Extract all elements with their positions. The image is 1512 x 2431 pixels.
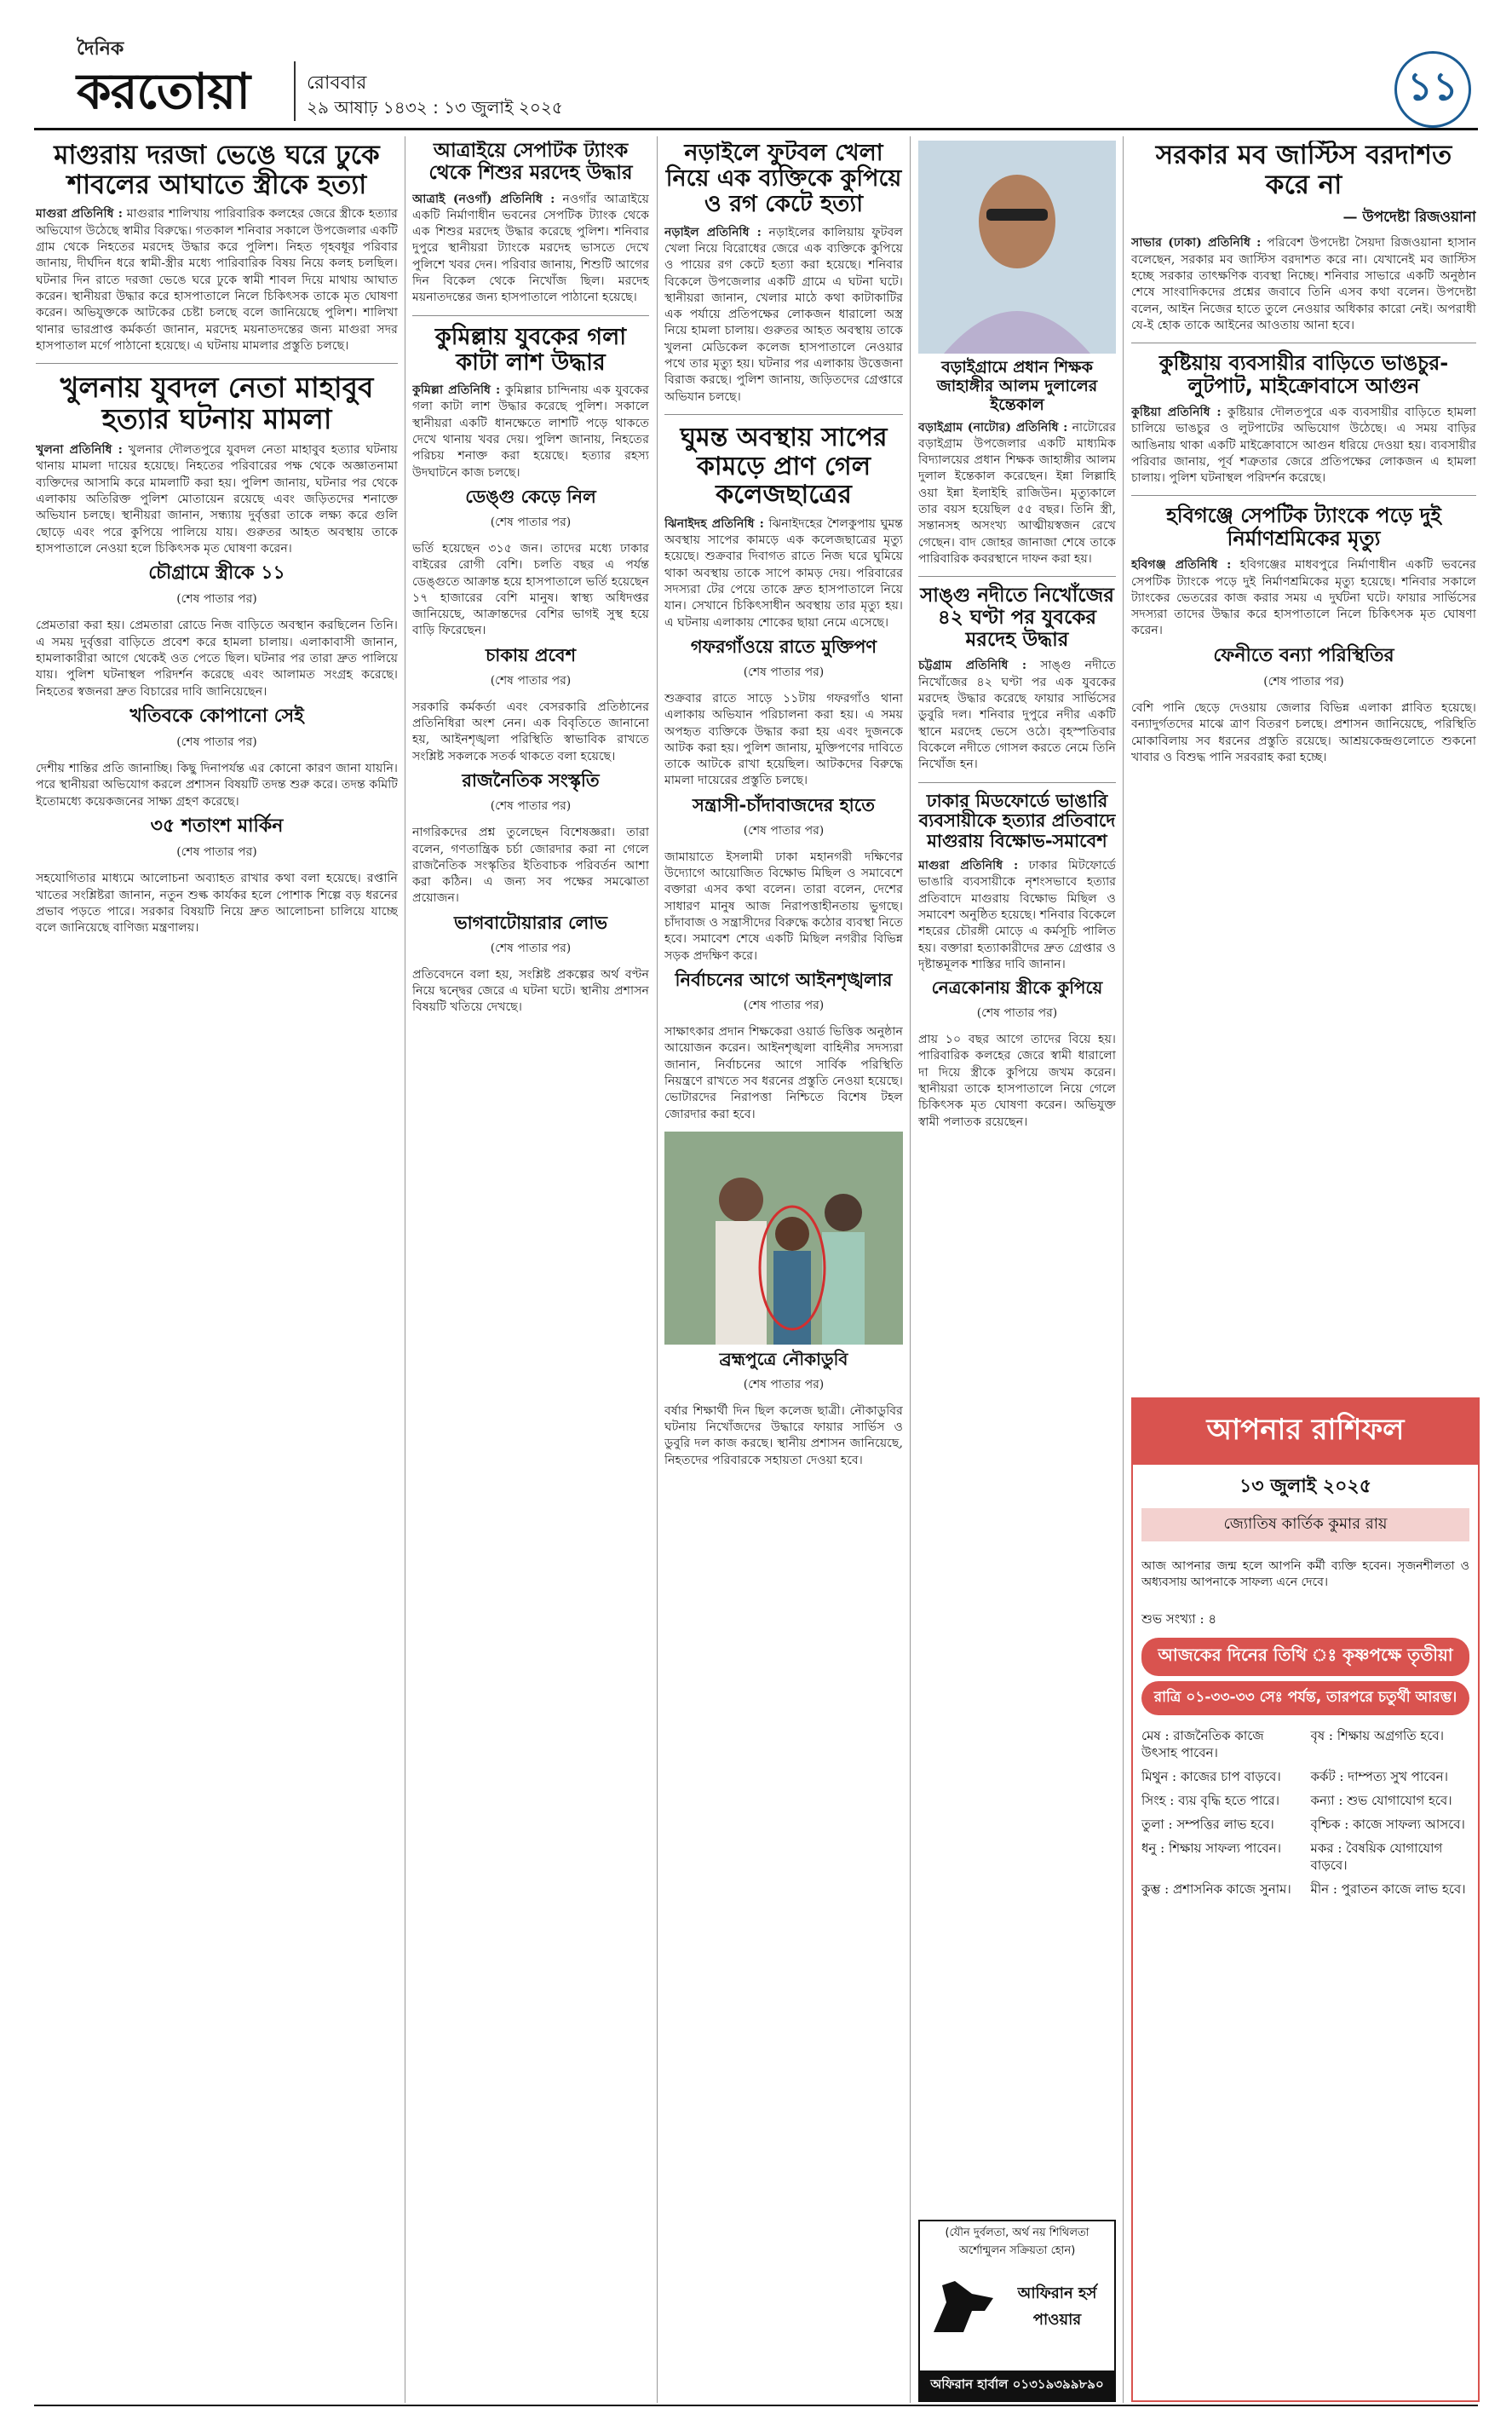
- article-headline: নড়াইলে ফুটবল খেলা নিয়ে এক ব্যক্তিকে কুপিয়ে ও রগ কেটে হত্যা: [665, 141, 902, 218]
- column-divider: [657, 136, 658, 2403]
- continuation-heading: গফরগাঁওয়ে রাতে মুক্তিপণ: [690, 636, 877, 657]
- article-byline: ঝিনাইদহ প্রতিনিধি :: [664, 516, 764, 531]
- article-tagline: — উপদেষ্টা রিজওয়ানা: [1342, 209, 1476, 227]
- article-text: কুষ্টিয়ার দৌলতপুরে এক ব্যবসায়ীর বাড়িতে হামলা চালিয়ে ভাঙচুর ও লুটপাটের অভিযোগ উঠেছে। এ সময় বাড়ির আঙিনায় থাকা একটি মাইক্রোবাসে আগুন ধরিয়ে দেওয়া হয়। ব্যবসায়ীর পরিবার জানায়, পূর্ব শত্রুতার জেরে প্রতিপক্ষের লোকজন এ হামলা চালায়। পুলিশ ঘটনাস্থল পরিদর্শন করেছে।: [1131, 405, 1476, 486]
- continuation-heading: নেত্রকোনায় স্ত্রীকে কুপিয়ে: [931, 977, 1103, 999]
- zodiac-libra: তুলা : সম্পত্তির লাভ হবে।: [1141, 1817, 1274, 1832]
- continuation-label: (শেষ পাতার পর): [743, 665, 825, 679]
- continuation-text: বেশি পানি ছেড়ে দেওয়ায় জেলার বিভিন্ন এলাকা প্লাবিত হয়েছে। বন্যাদুর্গতদের মাঝে ত্রাণ বিতরণ চলছে। প্রশাসন জানিয়েছে, পরিস্থিতি মোকাবিলায় সব ধরনের প্রস্তুতি রয়েছে। আশ্রয়কেন্দ্রগুলোতে শুকনো খাবার ও বিশুদ্ধ পানি সরবরাহ করা হচ্ছে।: [1131, 700, 1476, 764]
- article-body: [664, 516, 903, 631]
- continuation-text: প্রেমতারা করা হয়। প্রেমতারা রোডে নিজ বাড়িতে অবস্থান করছিলেন তিনি। এ সময় দুর্বৃত্তরা বাড়িতে প্রবেশ করে হামলা চালায়। এলাকাবাসী জানান, হামলাকারীরা আগে থেকেই ওত পেতে ছিল। ঘটনার পর তারা দ্রুত পালিয়ে যায়। পুলিশ ঘটনাস্থল পরিদর্শন করেছে এবং আলামত সংগ্রহ করেছে। নিহতের স্বজনরা দ্রুত বিচারের দাবি জানিয়েছেন।: [36, 619, 398, 699]
- continuation-text: শুক্রবার রাতে সাড়ে ১১টায় গফরগাঁও থানা এলাকায় অভিযান পরিচালনা করা হয়। এ সময় অপহৃত ব্যক্তিকে উদ্ধার করা হয় এবং দুজনকে আটক করা হয়। পুলিশ জানায়, মুক্তিপণের দাবিতে তাকে আটকে রাখা হয়েছিল। আটকদের বিরুদ্ধে মামলা দায়েরের প্রস্তুতি চলছে।: [664, 691, 903, 788]
- continuation-text: বর্ষার শিক্ষার্থী দিন ছিল কলেজ ছাত্রী। নৌকাডুবির ঘটনায় নিখোঁজদের উদ্ধারে ফায়ার সার্ভিস ও ডুবুরি দল কাজ করছে। স্থানীয় প্রশাসন জানিয়েছে, নিহতদের পরিবারকে সহায়তা দেওয়া হবে।: [664, 1403, 903, 1467]
- article-body: [412, 383, 649, 481]
- divider: [918, 782, 1116, 783]
- footer-rule: [34, 2405, 1478, 2406]
- article-body: [36, 206, 398, 354]
- article-kushtia-attack: [1131, 352, 1476, 487]
- article-habiganj-workers: [1131, 504, 1476, 639]
- masthead-day: রোববার: [307, 72, 367, 94]
- article-headline: আত্রাইয়ে সেপটিক ট্যাংক থেকে শিশুর মরদেহ উদ্ধার: [428, 141, 633, 184]
- article-narail-football: [664, 141, 903, 406]
- advert-title: আফিরান হর্স পাওয়ার: [1017, 2284, 1097, 2329]
- zodiac-capricorn: মকর : বৈষয়িক যোগাযোগ বাড়বে।: [1310, 1841, 1443, 1873]
- article-magura-murder: [36, 141, 398, 354]
- logo-small-text: দৈনিক: [77, 38, 124, 60]
- zodiac-scorpio: বৃশ্চিক : কাজে সাফল্য আসবে।: [1310, 1817, 1465, 1832]
- article-byline: চট্টগ্রাম প্রতিনিধি :: [918, 659, 1027, 673]
- zodiac-cancer: কর্কট : দাম্পত্য সুখ পাবেন।: [1310, 1769, 1448, 1784]
- continuation-text: জামায়াতে ইসলামী ঢাকা মহানগরী দক্ষিণের উদ্যোগে আয়োজিত বিক্ষোভ মিছিল ও সমাবেশে বক্তারা এসব কথা বলেন। তারা বলেন, দেশের সাধারণ মানুষ আজ নিরাপত্তাহীনতায় ভুগছে। চাঁদাবাজ ও সন্ত্রাসীদের বিরুদ্ধে কঠোর ব্যবস্থা নিতে হবে। সমাবেশ শেষে একটি মিছিল নগরীর বিভিন্ন সড়ক প্রদক্ষিণ করে।: [664, 850, 903, 963]
- article-body: [1131, 557, 1476, 639]
- zodiac-gemini: মিথুন : কাজের চাপ বাড়বে।: [1141, 1769, 1281, 1784]
- zodiac-leo: সিংহ : ব্যয় বৃদ্ধি হতে পারে।: [1141, 1793, 1279, 1808]
- divider: [36, 363, 398, 364]
- zodiac-grid: [1133, 1720, 1478, 1904]
- portrait-illustration: [918, 141, 1116, 354]
- zodiac-sagittarius: ধনু : শিক্ষায় সাফল্য পাবেন।: [1141, 1841, 1281, 1856]
- continuation-text: সাক্ষাৎকার প্রদান শিক্ষকেরা ওয়ার্ড ভিত্তিক অনুষ্ঠান আয়োজন করেন। আইনশৃঙ্খলা বাহিনীর সদস্যরা জানান, নির্বাচনের আগে সার্বিক পরিস্থিতি নিয়ন্ত্রণে রাখতে সব ধরনের প্রস্তুতি নেওয়া হয়েছে। ভোটারদের নিরাপত্তা নিশ্চিতে বিশেষ টহল জোরদার করা হবে।: [664, 1025, 903, 1121]
- horoscope-box: [1131, 1397, 1480, 2402]
- article-text: সাঙ্গু নদীতে নিখোঁজের ৪২ ঘণ্টা পর এক যুবকের মরদেহ উদ্ধার করেছে ফায়ার সার্ভিসের ডুবুরি দল। শনিবার দুপুরে নদীর একটি স্থানে মরদেহ ভেসে ওঠে। বৃহস্পতিবার বিকেলে নদীতে গোসল করতে নেমে তিনি নিখোঁজ হন।: [918, 659, 1116, 772]
- article-comilla-body: [412, 325, 649, 481]
- continuation-label: (শেষ পাতার পর): [490, 515, 572, 529]
- article-body: [1131, 235, 1476, 334]
- article-text: মাগুরার শালিখায় পারিবারিক কলহের জেরে স্ত্রীকে হত্যার অভিযোগ উঠেছে স্বামীর বিরুদ্ধে। গতকাল শনিবার সকালে উপজেলার একটি গ্রাম থেকে নিহতের মরদেহ উদ্ধার করে পুলিশ। নিহত গৃহবধূর পরিবার জানায়, দীর্ঘদিন ধরে স্বামী-স্ত্রীর মধ্যে পারিবারিক বিষয় নিয়ে কলহ চলছিল। ঘটনার দিন রাতে দরজা ভেঙে ঘরে ঢুকে স্বামী শাবল দিয়ে মাথায় আঘাত করেন। স্থানীয়রা উদ্ধার করে হাসপাতালে নিলে চিকিৎসক তাকে মৃত ঘোষণা করেন। অভিযুক্তকে আটকের চেষ্টা চলছে বলে জানিয়েছে পুলিশ। শালিখা থানার ভারপ্রাপ্ত কর্মকর্তা জানান, মরদেহ ময়নাতদন্তের জন্য মাগুরা সদর হাসপাতাল মর্গে পাঠানো হয়েছে। এ ঘটনায় মামলার প্রস্তুতি চলছে।: [36, 207, 398, 353]
- article-headline: ঢাকার মিডফোর্ডে ভাঙারি ব্যবসায়ীকে হত্যার প্রতিবাদে মাগুরায় বিক্ষোভ-সমাবেশ: [918, 790, 1116, 851]
- masthead-rule: [34, 128, 1478, 130]
- obituary-portrait-photo: [918, 141, 1116, 354]
- lucky-number-label: শুভ সংখ্যা :: [1141, 1611, 1204, 1627]
- article-text: ঝিনাইদহের শৈলকুপায় ঘুমন্ত অবস্থায় সাপের কামড়ে এক কলেজছাত্রের মৃত্যু হয়েছে। শুক্রবার দিবাগত রাতে নিজ ঘরে ঘুমিয়ে থাকা অবস্থায় তাকে সাপে কামড় দেয়। পরিবারের সদস্যরা টের পেয়ে তাকে দ্রুত হাসপাতালে নিয়ে যান। সেখানে চিকিৎসাধীন অবস্থায় তার মৃত্যু হয়। এ ঘটনায় এলাকায় শোকের ছায়া নেমে এসেছে।: [664, 516, 903, 630]
- logo-main-text: করতোয়া: [77, 62, 250, 120]
- continuation-text: দেশীয় শান্তির প্রতি জানাচ্ছি। কিছু দিনাপর্যন্ত এর কোনো কারণ জানা যায়নি। পরে স্থানীয়রা অভিযোগ করলে প্রশাসন বিষয়টি তদন্ত শুরু করে। তদন্ত কমিটি ইতোমধ্যে কয়েকজনের সাক্ষ্য গ্রহণ করেছে।: [36, 762, 398, 809]
- article-headline: কুমিল্লায় যুবকের গলা কাটা লাশ উদ্ধার: [434, 323, 627, 376]
- article-byline: সাভার (ঢাকা) প্রতিনিধি :: [1131, 236, 1262, 251]
- column-1: [36, 141, 398, 2399]
- continuation-text: সরকারি কর্মকর্তা এবং বেসরকারি প্রতিষ্ঠানের প্রতিনিধিরা অংশ নেন। এক বিবৃতিতে জানানো হয়, আইনশৃঙ্খলা পরিস্থিতি স্বাভাবিক রাখতে সংশ্লিষ্ট সকলকে সতর্ক থাকতে বলা হয়েছে।: [412, 700, 649, 763]
- article-body: [918, 858, 1116, 973]
- article-body: [664, 225, 903, 406]
- masthead-date: ২৯ আষাঢ় ১৪৩২ : ১৩ জুলাই ২০২৫: [307, 97, 563, 118]
- article-text: নাটোরের বড়াইগ্রাম উপজেলার একটি মাধ্যমিক বিদ্যালয়ের প্রধান শিক্ষক জাহাঙ্গীর আলম দুলাল ইন্তেকাল করেছেন। ইন্না লিল্লাহি ওয়া ইন্না ইলাইহি রাজিউন। মৃত্যুকালে তার বয়স হয়েছিল ৫৫ বছর। তিনি স্ত্রী, সন্তানসহ অসংখ্য আত্মীয়স্বজন রেখে গেছেন। বাদ জোহর জানাজা শেষে তাকে পারিবারিক কবরস্থানে দাফন করা হয়।: [918, 420, 1116, 566]
- article-body: [918, 420, 1116, 568]
- article-headline: হবিগঞ্জে সেপটিক ট্যাংকে পড়ে দুই নির্মাণশ্রমিকের মৃত্যু: [1166, 504, 1441, 551]
- continuation-label: (শেষ পাতার পর): [1263, 674, 1344, 688]
- advert-subtitle: (যৌন দুর্বলতা, অর্থ নয় শিথিলতা অর্শোন্মুলন সক্রিয়তা হোন): [945, 2226, 1089, 2257]
- column-divider: [910, 136, 911, 2403]
- continuation-heading: রাজনৈতিক সংস্কৃতি: [462, 770, 600, 792]
- divider: [918, 576, 1116, 577]
- article-text: নওগাঁর আত্রাইয়ে একটি নির্মাণাধীন ভবনের সেপটিক ট্যাংক থেকে এক শিশুর মরদেহ উদ্ধার করেছে পুলিশ। শনিবার দুপুরে স্থানীয়রা ট্যাংকে মরদেহ ভাসতে দেখে পুলিশে খবর দেন। পরিবার জানায়, শিশুটি আগের দিন বিকেল থেকে নিখোঁজ ছিল। মরদেহ ময়নাতদন্তের জন্য হাসপাতালে পাঠানো হয়েছে।: [412, 192, 649, 305]
- zodiac-taurus: বৃষ : শিক্ষায় অগ্রগতি হবে।: [1310, 1728, 1444, 1743]
- group-photo-illustration: [664, 1132, 903, 1345]
- divider: [1131, 495, 1476, 496]
- zodiac-aquarius: কুম্ভ : প্রশাসনিক কাজে সুনাম।: [1141, 1881, 1291, 1897]
- page-number: ১১: [1394, 51, 1471, 128]
- photo-caption: ব্রহ্মপুত্রে নৌকাডুবি: [719, 1348, 848, 1369]
- continuation-label: (শেষ পাতার পর): [490, 941, 572, 955]
- article-byline: কুষ্টিয়া প্রতিনিধি :: [1131, 405, 1222, 419]
- continuation-heading: ৩৫ শতাংশ মার্কিন: [150, 815, 284, 838]
- article-byline: মাগুরা প্রতিনিধি :: [918, 859, 1019, 873]
- article-byline: খুলনা প্রতিনিধি :: [36, 443, 123, 458]
- continuation-heading: ফেনীতে বন্যা পরিস্থিতির: [1213, 644, 1394, 666]
- article-headline: ঘুমন্ত অবস্থায় সাপের কামড়ে প্রাণ গেল কলেজছাত্রের: [680, 422, 888, 510]
- continuation-label: (শেষ পাতার পর): [176, 592, 257, 607]
- article-body: [1131, 405, 1476, 487]
- lucky-number-row: [1133, 1608, 1478, 1633]
- article-text: পরিবেশ উপদেষ্টা সৈয়দা রিজওয়ানা হাসান বলেছেন, সরকার মব জাস্টিস বরদাশত করে না। যেখানেই মব জাস্টিস হচ্ছে সরকার তাৎক্ষণিক ব্যবস্থা নিচ্ছে। শনিবার সাভারে একটি অনুষ্ঠান শেষে সাংবাদিকদের প্রশ্নের জবাবে তিনি এসব কথা বলেন। উপদেষ্টা বলেন, আইন নিজের হাতে তুলে নেওয়ার অধিকার কারো নেই। অপরাধী যে-ই হোক তাকে আইনের আওতায় আনা হবে।: [1131, 236, 1476, 332]
- continuation-heading: ভাগবাটোয়ারার লোভ: [453, 912, 608, 933]
- horoscope-intro: আজ আপনার জন্ম হলে আপনি কর্মী ব্যক্তি হবেন। সৃজনশীলতা ও অধ্যবসায় আপনাকে সাফল্য এনে দেবে।: [1141, 1559, 1469, 1589]
- continuation-heading: সন্ত্রাসী-চাঁদাবাজদের হাতে: [693, 794, 875, 815]
- continuation-label: (শেষ পাতার পর): [976, 1006, 1058, 1021]
- continuation-heading: ডেঙ্গু কেড়ে নিল: [465, 486, 596, 507]
- column-4: [918, 141, 1116, 2399]
- article-mob-justice: [1131, 141, 1476, 334]
- horoscope-title: আপনার রাশিফল: [1133, 1399, 1478, 1465]
- continuation-heading: চৌগ্রামে স্ত্রীকে ১১: [148, 562, 285, 585]
- newspaper-logo: [77, 34, 281, 119]
- article-text: ঢাকার মিটফোর্ডে ভাঙারি ব্যবসায়ীকে নৃশংসভাবে হত্যার প্রতিবাদে মাগুরায় বিক্ষোভ মিছিল ও সমাবেশ অনুষ্ঠিত হয়েছে। শনিবার বিকেলে শহরের চৌরঙ্গী মোড়ে এ কর্মসূচি পালিত হয়। বক্তারা হত্যাকারীদের দ্রুত গ্রেপ্তার ও দৃষ্টান্তমূলক শাস্তির দাবি জানান।: [918, 859, 1116, 971]
- article-khulna-case: [36, 372, 398, 557]
- article-text: হবিগঞ্জের মাধবপুরে নির্মাণাধীন একটি ভবনের সেপটিক ট্যাংকে পড়ে দুই নির্মাণশ্রমিকের মৃত্যু হয়েছে। শনিবার সকালে ট্যাংকের ভেতরের কাজ করার সময় এ দুর্ঘটনা ঘটে। ফায়ার সার্ভিসের সদস্যরা তাদের উদ্ধার করে হাসপাতালে নিলে চিকিৎসক মৃত ঘোষণা করেন।: [1131, 558, 1476, 638]
- article-snakebite: [664, 423, 903, 631]
- article-body: [412, 192, 649, 307]
- article-body: [918, 658, 1116, 773]
- horse-icon: [925, 2273, 1002, 2341]
- article-headline: খুলনায় যুবদল নেতা মাহাবুব হত্যার ঘটনায় মামলা: [60, 371, 374, 436]
- horoscope-author: জ্যোতিষ কার্তিক কুমার রায়: [1141, 1508, 1469, 1541]
- horse-power-advert: [918, 2220, 1116, 2402]
- continuation-text: নাগরিকদের প্রশ্ন তুলেছেন বিশেষজ্ঞরা। তারা বলেন, গণতান্ত্রিক চর্চা জোরদার করা না গেলে রাজনৈতিক সংস্কৃতির ইতিবাচক পরিবর্তন আশা করা কঠিন। এ জন্য সব পক্ষের সমঝোতা প্রয়োজন।: [412, 826, 649, 906]
- article-atrai-child: [412, 141, 649, 307]
- masthead-divider: [294, 61, 296, 121]
- article-byline: বড়াইগ্রাম (নাটোর) প্রতিনিধি :: [918, 420, 1068, 435]
- zodiac-pisces: মীন : পুরাতন কাজে লাভ হবে।: [1310, 1881, 1466, 1897]
- continuation-text: ভর্তি হয়েছেন ৩১৫ জন। তাদের মধ্যে ঢাকার বাইরের রোগী বেশি। চলতি বছর এ পর্যন্ত ডেঙ্গুতে আক্রান্ত হয়ে হাসপাতালে ভর্তি হয়েছেন ১৭ হাজারের বেশি মানুষ। স্বাস্থ্য অধিদপ্তর জানিয়েছে, আক্রান্তদের বেশির ভাগই সুস্থ হয়ে বাড়ি ফিরেছেন।: [412, 541, 649, 638]
- article-text: খুলনার দৌলতপুরে যুবদল নেতা মাহাবুব হত্যার ঘটনায় থানায় মামলা দায়ের হয়েছে। নিহতের পরিবারের পক্ষ থেকে অজ্ঞাতনামা ব্যক্তিদের আসামি করে মামলাটি করা হয়। পুলিশ জানায়, ঘটনার পর থেকে এলাকায় অতিরিক্ত পুলিশ মোতায়েন রয়েছে এবং জড়িতদের শনাক্তে অভিযান চলছে। স্থানীয়রা জানান, সন্ধ্যায় দুর্বৃত্তরা তাকে লক্ষ্য করে গুলি ছোড়ে এবং পরে কুপিয়ে পালিয়ে যায়। গুরুতর আহত অবস্থায় তাকে হাসপাতালে নেওয়া হলে চিকিৎসক মৃত ঘোষণা করেন।: [36, 443, 398, 556]
- article-headline: কুষ্টিয়ায় ব্যবসায়ীর বাড়িতে ভাঙচুর-লুটপাট, মাইক্রোবাসে আগুন: [1158, 351, 1449, 399]
- column-2: [412, 141, 649, 2399]
- continuation-heading: চাকায় প্রবেশ: [485, 644, 577, 665]
- article-body: [36, 442, 398, 557]
- divider: [664, 414, 903, 415]
- tithi-time-pill: রাত্রি ০১-৩৩-৩৩ সেঃ পর্যন্ত, তারপরে চতুর্থী আরম্ভ।: [1141, 1681, 1469, 1715]
- continuation-label: (শেষ পাতার পর): [490, 673, 572, 688]
- photo-caption: বড়াইগ্রামে প্রধান শিক্ষক জাহাঙ্গীর আলম দুলালের ইন্তেকাল: [936, 358, 1098, 414]
- article-byline: মাগুরা প্রতিনিধি :: [36, 207, 123, 222]
- column-3: [664, 141, 903, 2399]
- article-headline: সাঙ্গু নদীতে নিখোঁজের ৪২ ঘণ্টা পর যুবকের মরদেহ উদ্ধার: [920, 585, 1114, 651]
- continuation-label: (শেষ পাতার পর): [743, 1377, 825, 1391]
- continuation-label: (শেষ পাতার পর): [743, 999, 825, 1013]
- continuation-text: প্রতিবেদনে বলা হয়, সংশ্লিষ্ট প্রকল্পের অর্থ বণ্টন নিয়ে দ্বন্দ্বের জেরে এ ঘটনা ঘটে। স্থানীয় প্রশাসন বিষয়টি খতিয়ে দেখছে।: [412, 967, 649, 1015]
- zodiac-aries: মেষ : রাজনৈতিক কাজে উৎসাহ পাবেন।: [1141, 1728, 1264, 1760]
- zodiac-virgo: কন্যা : শুভ যোগাযোগ হবে।: [1310, 1793, 1452, 1808]
- lucky-number-value: ৪: [1208, 1611, 1217, 1627]
- advert-phone: অফিরান হার্বাল ০১৩১৯৩৯৯৮৯০: [920, 2371, 1114, 2400]
- article-text: নড়াইলের কালিয়ায় ফুটবল খেলা নিয়ে বিরোধের জেরে এক ব্যক্তিকে কুপিয়ে ও পায়ের রগ কেটে হত্যা করা হয়েছে। শনিবার বিকেলে উপজেলার একটি গ্রামে এ ঘটনা ঘটে। স্থানীয়রা জানান, খেলার মাঠে কথা কাটাকাটির এক পর্যায়ে প্রতিপক্ষের লোকজন ধারালো অস্ত্র নিয়ে হামলা চালায়। গুরুতর আহত অবস্থায় তাকে খুলনা মেডিকেল কলেজ হাসপাতালে নেওয়ার পথে তার মৃত্যু হয়। ঘটনার পর এলাকায় উত্তেজনা বিরাজ করছে। পুলিশ জানায়, জড়িতদের গ্রেপ্তারে অভিযান চলছে।: [664, 225, 903, 404]
- article-byline: হবিগঞ্জ প্রতিনিধি :: [1131, 558, 1232, 573]
- continuation-text: সহযোগিতার মাধ্যমে আলোচনা অব্যাহত রাখার কথা বলা হয়েছে। রপ্তানি খাতের সংশ্লিষ্টরা জানান, নতুন শুল্ক কার্যকর হলে পোশাক শিল্পে বড় ধরনের প্রভাব পড়তে পারে। সরকার বিষয়টি নিয়ে দ্রুত আলোচনা চালিয়ে যাচ্ছে বলে জানিয়েছে বাণিজ্য মন্ত্রণালয়।: [36, 872, 398, 936]
- article-byline: কুমিল্লা প্রতিনিধি :: [412, 383, 501, 398]
- continuation-heading: খতিবকে কোপানো সেই: [129, 705, 304, 727]
- article-byline: আত্রাই (নওগাঁ) প্রতিনিধি :: [412, 192, 555, 206]
- column-5: [1131, 141, 1476, 1385]
- article-byline: নড়াইল প্রতিনিধি :: [664, 225, 762, 239]
- tithi-pill: আজকের দিনের তিথি ঃ কৃষ্ণপক্ষে তৃতীয়া: [1141, 1638, 1469, 1676]
- masthead: [0, 0, 1512, 128]
- continuation-label: (শেষ পাতার পর): [176, 735, 257, 750]
- article-headline: সরকার মব জাস্টিস বরদাশত করে না: [1155, 141, 1452, 200]
- divider: [412, 315, 649, 316]
- continuation-heading: নির্বাচনের আগে আইনশৃঙ্খলার: [675, 969, 893, 990]
- boat-capsize-photo: [664, 1132, 903, 1345]
- article-headline: মাগুরায় দরজা ভেঙে ঘরে ঢুকে শাবলের আঘাতে স্ত্রীকে হত্যা: [54, 141, 380, 200]
- continuation-label: (শেষ পাতার পর): [743, 823, 825, 838]
- continuation-label: (শেষ পাতার পর): [176, 845, 257, 860]
- column-divider: [1123, 136, 1124, 2403]
- horoscope-date: ১৩ জুলাই ২০২৫: [1239, 1476, 1371, 1497]
- continuation-text: প্রায় ১০ বছর আগে তাদের বিয়ে হয়। পারিবারিক কলহের জেরে স্বামী ধারালো দা দিয়ে স্ত্রীকে কুপিয়ে জখম করেন। স্থানীয়রা তাকে হাসপাতালে নিয়ে গেলে চিকিৎসক মৃত ঘোষণা করেন। অভিযুক্ত স্বামী পলাতক রয়েছেন।: [918, 1033, 1116, 1129]
- article-text: কুমিল্লার চান্দিনায় এক যুবকের গলা কাটা লাশ উদ্ধার করেছে পুলিশ। সকালে স্থানীয়রা একটি ধানক্ষেতে লাশটি পড়ে থাকতে দেখে থানায় খবর দেয়। পুলিশ জানায়, নিহতের পরিচয় শনাক্ত করা হয়েছে। হত্যার রহস্য উদঘাটনে কাজ চলছে।: [412, 383, 649, 480]
- continuation-label: (শেষ পাতার পর): [490, 799, 572, 814]
